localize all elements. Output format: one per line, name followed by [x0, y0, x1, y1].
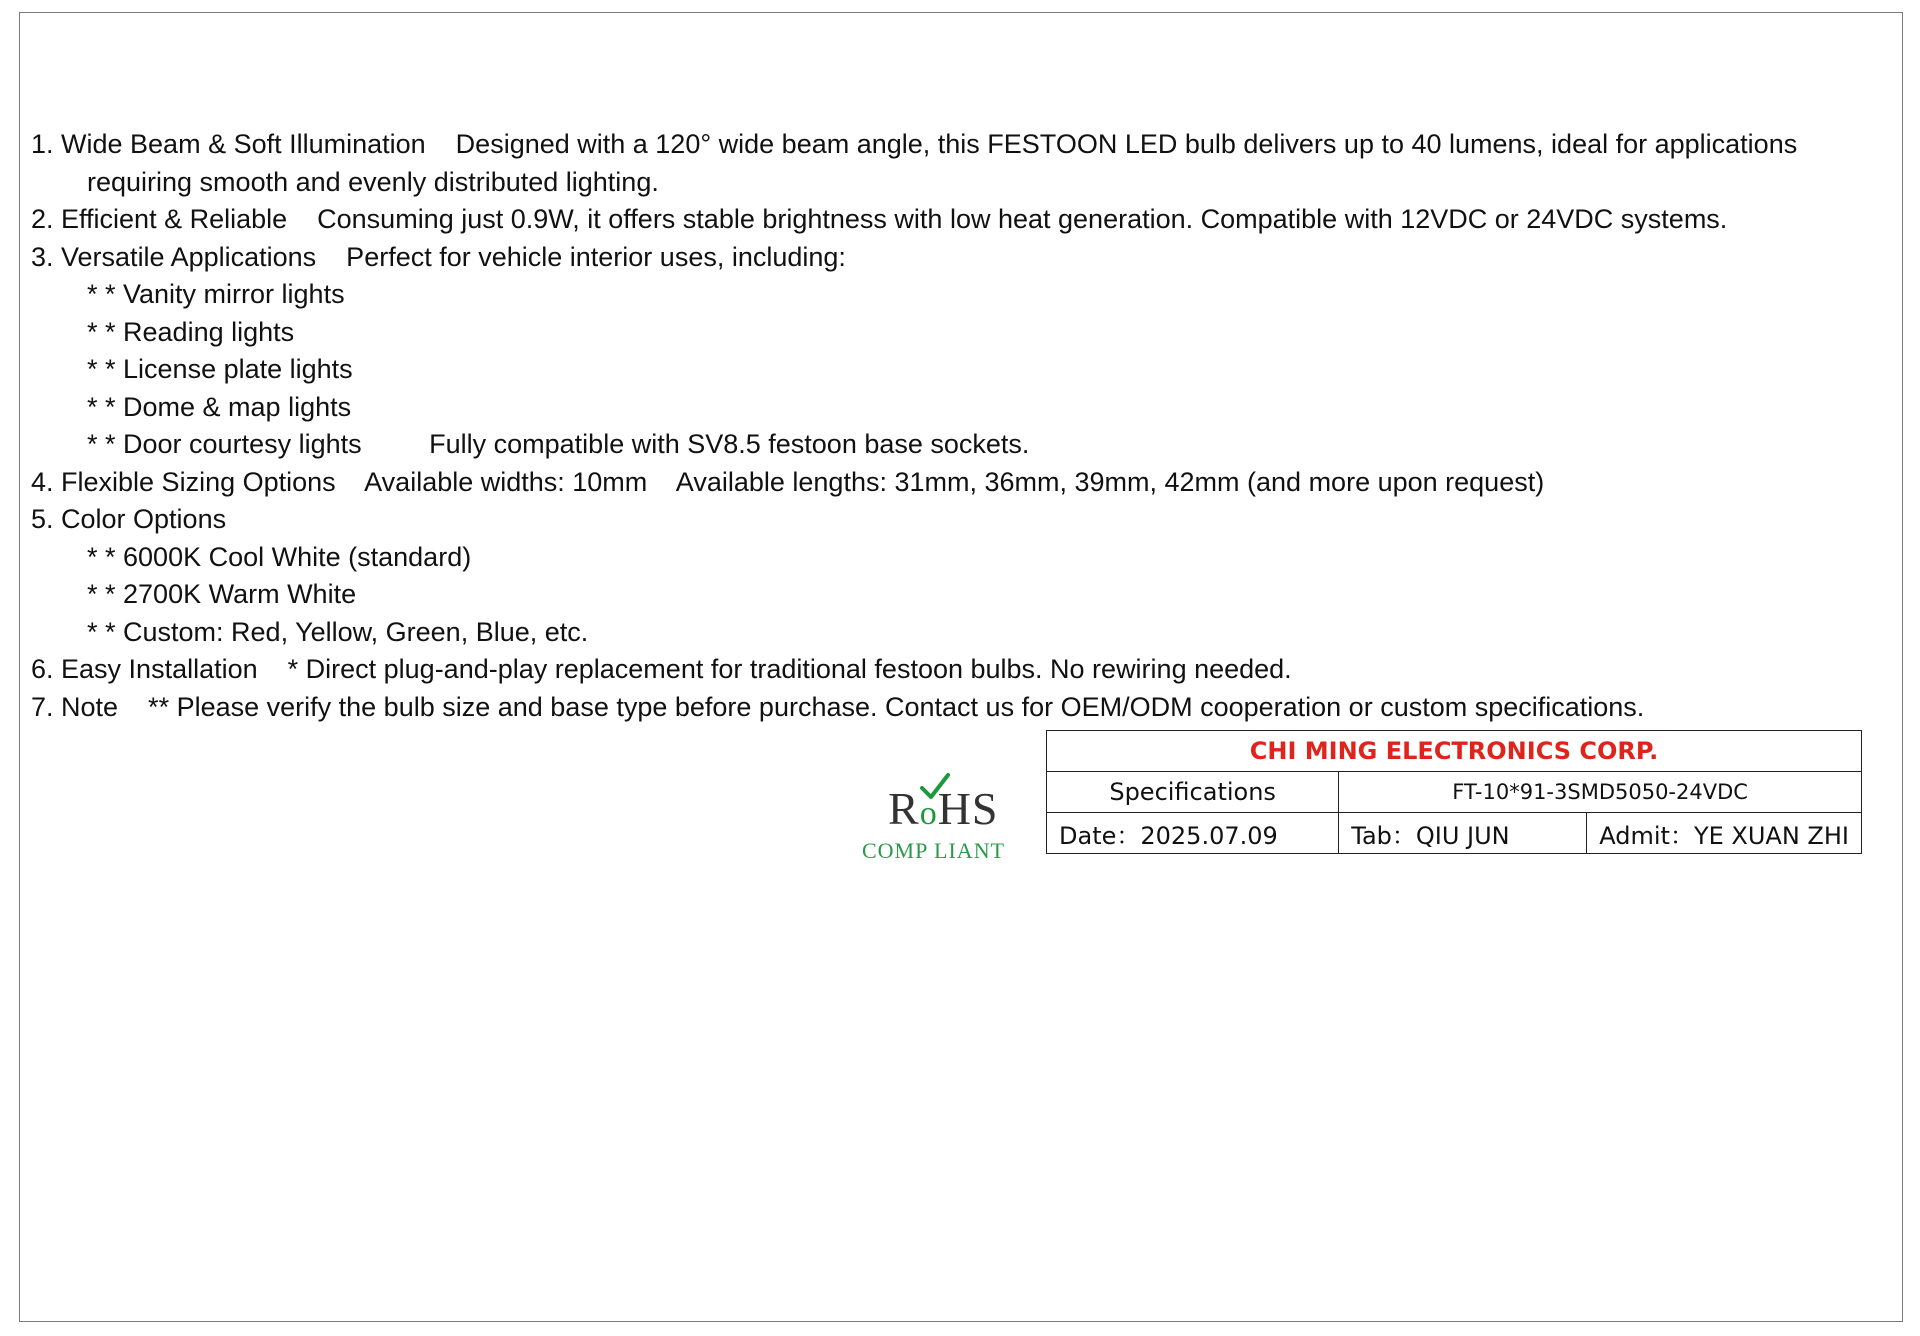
tab-cell: Tab：QIU JUN	[1339, 813, 1587, 854]
feature-7-note: 7. Note ** Please verify the bulb size and base type before purchase. Contact us for OEM/ODM cooperation or custom specifications.	[31, 691, 1645, 722]
color-option-custom: * * Custom: Red, Yellow, Green, Blue, etc.	[87, 616, 589, 647]
spec-value: FT-10*91-3SMD5050-24VDC	[1339, 772, 1862, 813]
rohs-logo	[858, 772, 1008, 868]
admit-cell: Admit：YE XUAN ZHI	[1587, 813, 1862, 854]
rohs-mark-o: o	[919, 795, 938, 832]
application-reading: * * Reading lights	[87, 316, 295, 347]
rohs-mark-hs: HS	[937, 783, 999, 834]
color-option-cool: * * 6000K Cool White (standard)	[87, 541, 472, 572]
feature-1-continuation: requiring smooth and evenly distributed lighting.	[87, 166, 659, 197]
feature-2: 2. Efficient & Reliable Consuming just 0.9W, it offers stable brightness with low heat generation. Compatible with 12VDC or 24VDC systems.	[31, 204, 1728, 234]
company-name: CHI MING ELECTRONICS CORP.	[1047, 731, 1862, 772]
date-cell: Date：2025.07.09	[1047, 813, 1339, 854]
rohs-compliant-text: COMP LIANT	[862, 838, 1006, 863]
feature-6: 6. Easy Installation * Direct plug-and-play replacement for traditional festoon bulbs. No rewiring needed.	[31, 654, 1292, 684]
feature-3: 3. Versatile Applications Perfect for vehicle interior uses, including:	[31, 241, 846, 272]
feature-list	[31, 126, 1901, 726]
spec-label: Specifications	[1047, 772, 1339, 813]
feature-4: 4. Flexible Sizing Options Available widths: 10mm Available lengths: 31mm, 36mm, 39mm, 42mm (and more upon request)	[31, 466, 1545, 497]
application-dome: * * Dome & map lights	[87, 391, 352, 422]
application-license: * * License plate lights	[87, 354, 353, 384]
rohs-mark	[888, 782, 999, 835]
application-door: * * Door courtesy lights Fully compatible with SV8.5 festoon base sockets.	[87, 429, 1030, 459]
feature-1-title-line: 1. Wide Beam & Soft Illumination Designed with a 120° wide beam angle, this FESTOON LED bulb delivers up to 40 lumens, ideal for applications	[31, 129, 1798, 159]
color-option-warm: * * 2700K Warm White	[87, 579, 357, 609]
spec-title-block	[1046, 730, 1862, 854]
application-vanity: * * Vanity mirror lights	[87, 279, 345, 309]
feature-5: 5. Color Options	[31, 504, 227, 534]
rohs-mark-r: R	[888, 783, 920, 834]
